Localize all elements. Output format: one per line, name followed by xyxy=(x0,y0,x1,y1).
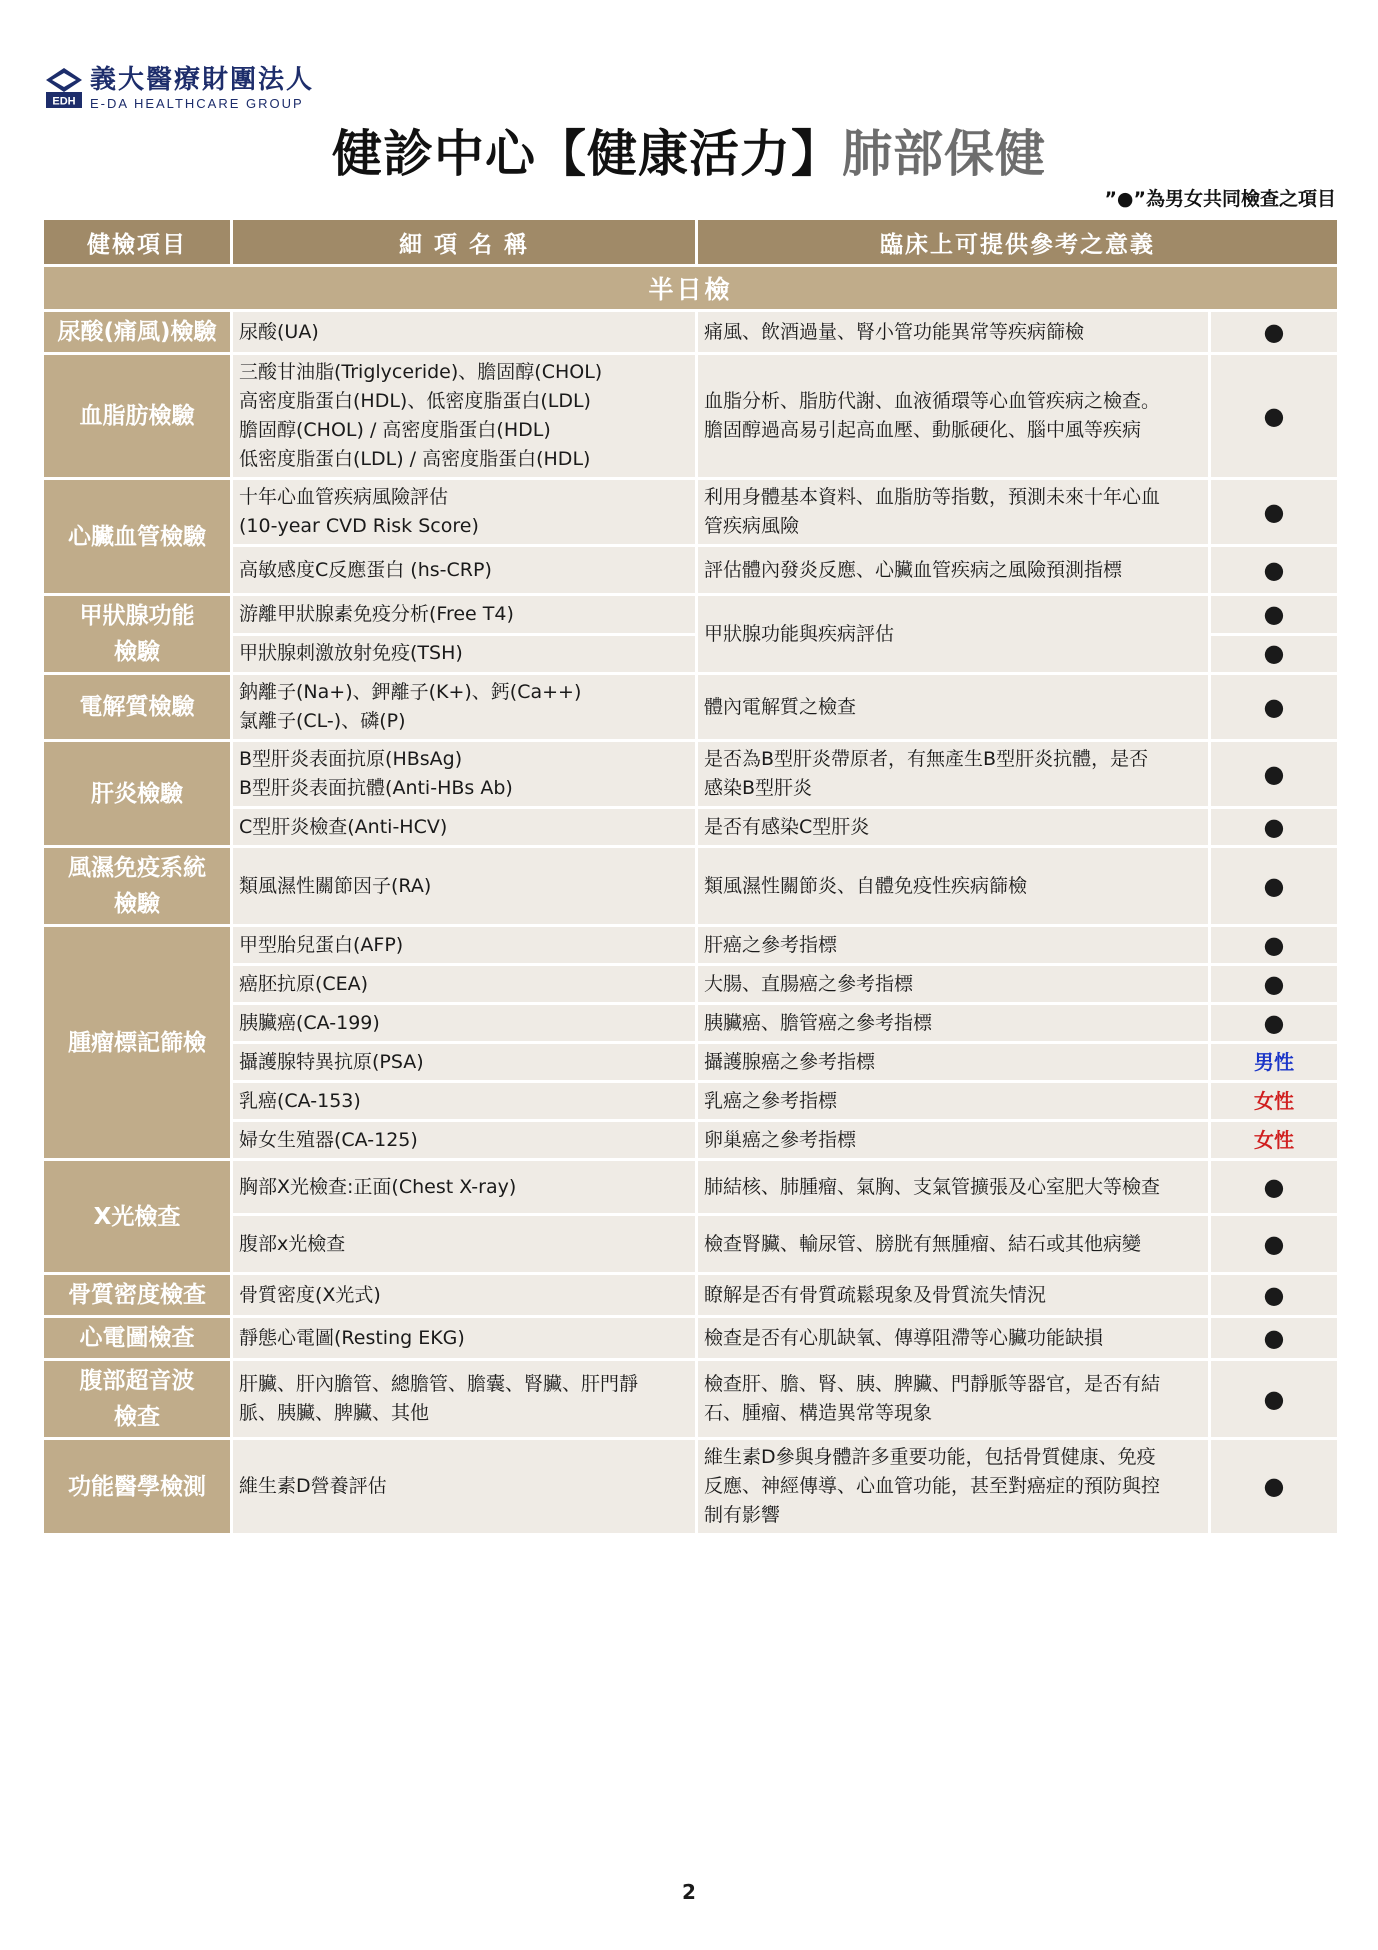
item-cell: 類風濕性關節因子(RA) xyxy=(233,848,695,924)
table-row xyxy=(44,312,1337,352)
item-cell: 高敏感度C反應蛋白 (hs-CRP) xyxy=(233,547,695,593)
category-cell: 腫瘤標記篩檢 xyxy=(44,927,230,1158)
meaning-cell: 利用身體基本資料、血脂肪等指數，預測未來十年心血 管疾病風險 xyxy=(698,480,1208,544)
logo-badge-text: EDH xyxy=(52,95,76,108)
table-header-row xyxy=(44,220,1337,264)
legend-note: ”●”為男女共同檢查之項目 xyxy=(1104,188,1336,210)
applicability-cell xyxy=(1211,480,1337,544)
meaning-cell: 檢查肝、膽、腎、胰、脾臟、門靜脈等器官，是否有結 石、腫瘤、構造異常等現象 xyxy=(698,1361,1208,1437)
item-cell: 癌胚抗原(CEA) xyxy=(233,966,695,1002)
category-cell: 電解質檢驗 xyxy=(44,675,230,739)
meaning-cell: 體內電解質之檢查 xyxy=(698,675,1208,739)
category-cell: 血脂肪檢驗 xyxy=(44,355,230,477)
org-logo xyxy=(44,62,314,114)
item-cell: 肝臟、肝內膽管、總膽管、膽囊、腎臟、肝門靜 脈、胰臟、脾臟、其他 xyxy=(233,1361,695,1437)
category-cell: 功能醫學檢測 xyxy=(44,1440,230,1533)
table-row xyxy=(44,547,1337,593)
table-row xyxy=(44,1216,1337,1272)
table-row xyxy=(44,1440,1337,1533)
applicability-cell xyxy=(1211,1122,1337,1158)
meaning-cell: 痛風、飲酒過量、腎小管功能異常等疾病篩檢 xyxy=(698,312,1208,352)
both-genders-dot-icon: ● xyxy=(1263,1472,1285,1500)
table-row xyxy=(44,1083,1337,1119)
page-title-sub: 肺部保健 xyxy=(842,125,1046,183)
applicability-cell xyxy=(1211,809,1337,845)
applicability-cell xyxy=(1211,1005,1337,1041)
meaning-cell: 卵巢癌之參考指標 xyxy=(698,1122,1208,1158)
both-genders-dot-icon: ● xyxy=(1263,930,1285,959)
item-cell: B型肝炎表面抗原(HBsAg) B型肝炎表面抗體(Anti-HBs Ab) xyxy=(233,742,695,806)
meaning-cell: 攝護腺癌之參考指標 xyxy=(698,1044,1208,1080)
category-cell: 風濕免疫系統 檢驗 xyxy=(44,848,230,924)
meaning-cell: 乳癌之參考指標 xyxy=(698,1083,1208,1119)
applicability-cell xyxy=(1211,1216,1337,1272)
table-row xyxy=(44,1122,1337,1158)
table-row xyxy=(44,675,1337,739)
page-number: 2 xyxy=(682,1880,696,1904)
meaning-cell: 維生素D參與身體許多重要功能，包括骨質健康、免疫 反應、神經傳導、心血管功能，甚至對癌症的預防與控 制有影響 xyxy=(698,1440,1208,1533)
meaning-cell: 瞭解是否有骨質疏鬆現象及骨質流失情況 xyxy=(698,1275,1208,1315)
item-cell: 婦女生殖器(CA-125) xyxy=(233,1122,695,1158)
both-genders-dot-icon: ● xyxy=(1263,1008,1285,1037)
applicability-cell xyxy=(1211,675,1337,739)
both-genders-dot-icon: ● xyxy=(1263,1172,1285,1201)
applicability-cell xyxy=(1211,547,1337,593)
applicability-cell xyxy=(1211,848,1337,924)
applicability-cell xyxy=(1211,1044,1337,1080)
table-row xyxy=(44,1005,1337,1041)
applicability-cell xyxy=(1211,966,1337,1002)
both-genders-dot-icon: ● xyxy=(1263,1280,1285,1309)
table-row xyxy=(44,1161,1337,1213)
applicability-cell xyxy=(1211,1083,1337,1119)
both-genders-dot-icon: ● xyxy=(1263,639,1285,668)
table-row xyxy=(44,1318,1337,1358)
category-cell: 肝炎檢驗 xyxy=(44,742,230,845)
table-row xyxy=(44,966,1337,1002)
both-genders-dot-icon: ● xyxy=(1263,871,1285,900)
item-cell: 甲狀腺刺激放射免疫(TSH) xyxy=(233,636,695,673)
item-cell: 胸部X光檢查:正面(Chest X-ray) xyxy=(233,1161,695,1213)
applicability-cell xyxy=(1211,596,1337,633)
both-genders-dot-icon: ● xyxy=(1263,599,1285,628)
both-genders-dot-icon: ● xyxy=(1263,497,1285,526)
male-only-label: 男性 xyxy=(1254,1050,1294,1074)
meaning-cell: 甲狀腺功能與疾病評估 xyxy=(698,596,1208,672)
applicability-cell xyxy=(1211,1161,1337,1213)
table-row xyxy=(44,742,1337,806)
table-row xyxy=(44,355,1337,477)
checkup-table xyxy=(41,217,1340,1536)
table-row xyxy=(44,596,1337,633)
meaning-cell: 血脂分析、脂肪代謝、血液循環等心血管疾病之檢查。 膽固醇過高易引起高血壓、動脈硬化、腦中風等疾病 xyxy=(698,355,1208,477)
meaning-cell: 類風濕性關節炎、自體免疫性疾病篩檢 xyxy=(698,848,1208,924)
item-cell: 甲型胎兒蛋白(AFP) xyxy=(233,927,695,963)
both-genders-dot-icon: ● xyxy=(1263,812,1285,841)
item-cell: 腹部x光檢查 xyxy=(233,1216,695,1272)
both-genders-dot-icon: ● xyxy=(1263,401,1285,430)
item-cell: 乳癌(CA-153) xyxy=(233,1083,695,1119)
table-row xyxy=(44,809,1337,845)
item-cell: C型肝炎檢查(Anti-HCV) xyxy=(233,809,695,845)
meaning-cell: 是否為B型肝炎帶原者，有無產生B型肝炎抗體，是否 感染B型肝炎 xyxy=(698,742,1208,806)
meaning-cell: 檢查是否有心肌缺氧、傳導阻滯等心臟功能缺損 xyxy=(698,1318,1208,1358)
meaning-cell: 評估體內發炎反應、心臟血管疾病之風險預測指標 xyxy=(698,547,1208,593)
category-cell: 心臟血管檢驗 xyxy=(44,480,230,593)
table-row xyxy=(44,1275,1337,1315)
both-genders-dot-icon: ● xyxy=(1263,1323,1285,1352)
org-name-en: E-DA HEALTHCARE GROUP xyxy=(90,95,304,111)
item-cell: 三酸甘油脂(Triglyceride)、膽固醇(CHOL) 高密度脂蛋白(HDL)、低密度脂蛋白(LDL) 膽固醇(CHOL) / 高密度脂蛋白(HDL) 低密度脂蛋白(LDL) / 高密度脂蛋白(HDL) xyxy=(233,355,695,477)
header-category: 健檢項目 xyxy=(44,220,230,264)
item-cell: 尿酸(UA) xyxy=(233,312,695,352)
category-cell: 骨質密度檢查 xyxy=(44,1275,230,1315)
female-only-label: 女性 xyxy=(1254,1089,1294,1113)
header-item: 細 項 名 稱 xyxy=(233,220,695,264)
meaning-cell: 檢查腎臟、輸尿管、膀胱有無腫瘤、結石或其他病變 xyxy=(698,1216,1208,1272)
item-cell: 攝護腺特異抗原(PSA) xyxy=(233,1044,695,1080)
applicability-cell xyxy=(1211,1361,1337,1437)
meaning-cell: 肝癌之參考指標 xyxy=(698,927,1208,963)
item-cell: 游離甲狀腺素免疫分析(Free T4) xyxy=(233,596,695,633)
applicability-cell xyxy=(1211,1275,1337,1315)
applicability-cell xyxy=(1211,927,1337,963)
category-cell: 心電圖檢查 xyxy=(44,1318,230,1358)
item-cell: 靜態心電圖(Resting EKG) xyxy=(233,1318,695,1358)
both-genders-dot-icon: ● xyxy=(1263,969,1285,998)
both-genders-dot-icon: ● xyxy=(1263,759,1285,788)
applicability-cell xyxy=(1211,636,1337,673)
both-genders-dot-icon: ● xyxy=(1263,317,1285,346)
item-cell: 胰臟癌(CA-199) xyxy=(233,1005,695,1041)
category-cell: X光檢查 xyxy=(44,1161,230,1272)
org-name-cn: 義大醫療財團法人 xyxy=(90,64,315,95)
meaning-cell: 是否有感染C型肝炎 xyxy=(698,809,1208,845)
page-title-main: 健診中心【健康活力】 xyxy=(332,125,842,183)
applicability-cell xyxy=(1211,1318,1337,1358)
item-cell: 鈉離子(Na+)、鉀離子(K+)、鈣(Ca++) 氯離子(CL-)、磷(P) xyxy=(233,675,695,739)
item-cell: 十年心血管疾病風險評估 (10-year CVD Risk Score) xyxy=(233,480,695,544)
table-row xyxy=(44,848,1337,924)
section-title: 半日檢 xyxy=(44,267,1337,309)
both-genders-dot-icon: ● xyxy=(1263,1229,1285,1258)
female-only-label: 女性 xyxy=(1254,1128,1294,1152)
meaning-cell: 胰臟癌、膽管癌之參考指標 xyxy=(698,1005,1208,1041)
meaning-cell: 大腸、直腸癌之參考指標 xyxy=(698,966,1208,1002)
page-title xyxy=(0,114,1378,186)
section-row xyxy=(44,267,1337,309)
both-genders-dot-icon: ● xyxy=(1263,692,1285,721)
eda-logo-icon xyxy=(44,66,84,110)
header-meaning: 臨床上可提供參考之意義 xyxy=(698,220,1337,264)
applicability-cell xyxy=(1211,1440,1337,1533)
applicability-cell xyxy=(1211,312,1337,352)
category-cell: 甲狀腺功能 檢驗 xyxy=(44,596,230,672)
item-cell: 維生素D營養評估 xyxy=(233,1440,695,1533)
table-row xyxy=(44,480,1337,544)
table-row xyxy=(44,927,1337,963)
category-cell: 尿酸(痛風)檢驗 xyxy=(44,312,230,352)
category-cell: 腹部超音波 檢查 xyxy=(44,1361,230,1437)
applicability-cell xyxy=(1211,355,1337,477)
table-row xyxy=(44,1361,1337,1437)
both-genders-dot-icon: ● xyxy=(1263,1384,1285,1413)
applicability-cell xyxy=(1211,742,1337,806)
meaning-cell: 肺結核、肺腫瘤、氣胸、支氣管擴張及心室肥大等檢查 xyxy=(698,1161,1208,1213)
item-cell: 骨質密度(X光式) xyxy=(233,1275,695,1315)
table-row xyxy=(44,1044,1337,1080)
both-genders-dot-icon: ● xyxy=(1263,555,1285,584)
